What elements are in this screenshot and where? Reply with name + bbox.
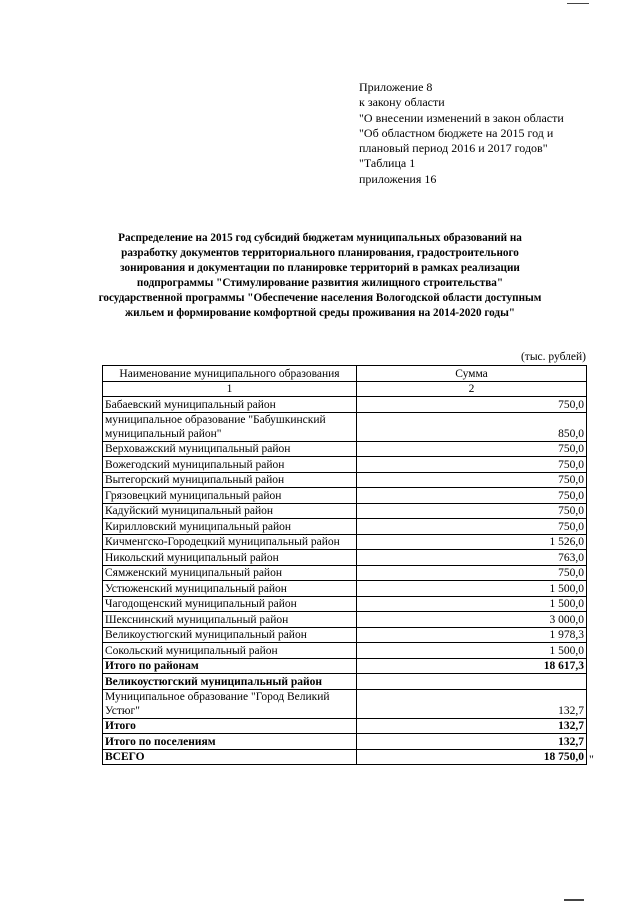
subtotal-row xyxy=(103,718,587,734)
row-name: Вытегорский муниципальный район xyxy=(103,472,357,488)
header-line: "Таблица 1 xyxy=(359,156,416,171)
subtotal-row xyxy=(103,658,587,674)
header-line: Приложение 8 xyxy=(359,80,433,94)
row-name: Итого xyxy=(103,718,357,734)
title-line: жильем и формирование комфортной среды проживания на 2014-2020 годы" xyxy=(124,307,516,319)
table-row xyxy=(103,565,587,581)
title-line: зонирования и документации по планировке территорий в рамках реализации xyxy=(120,262,520,274)
scan-mark-bottom xyxy=(564,899,584,901)
table-row xyxy=(103,441,587,457)
row-name: Грязовецкий муниципальный район xyxy=(103,488,357,504)
title-line: разработку документов территориального планирования, градостроительного xyxy=(121,247,519,259)
document-title xyxy=(60,231,580,321)
table-row xyxy=(103,472,587,488)
closing-quote: " xyxy=(589,752,594,766)
row-amount: 132,7 xyxy=(357,689,587,718)
row-amount: 132,7 xyxy=(357,718,587,734)
header-name: Наименование муниципального образования xyxy=(103,366,357,382)
row-amount: 18 617,3 xyxy=(357,658,587,674)
row-name: Муниципальное образование "Город Великий Устюг" xyxy=(103,689,357,718)
row-name: Устюженский муниципальный район xyxy=(103,581,357,597)
row-name: муниципальное образование "Бабушкинский муниципальный район" xyxy=(103,412,357,441)
table-row xyxy=(103,581,587,597)
table-row xyxy=(103,643,587,659)
column-number-row xyxy=(103,381,587,397)
row-name: Шекснинский муниципальный район xyxy=(103,612,357,628)
row-amount: 850,0 xyxy=(357,412,587,441)
table-row xyxy=(103,519,587,535)
header-amount: Сумма xyxy=(357,366,587,382)
table-row xyxy=(103,412,587,441)
subsidy-table xyxy=(102,365,587,765)
row-name: Чагодощенский муниципальный район xyxy=(103,596,357,612)
table-row xyxy=(103,596,587,612)
row-amount: 750,0 xyxy=(357,488,587,504)
row-amount: 750,0 xyxy=(357,397,587,413)
table-row xyxy=(103,534,587,550)
row-amount: 3 000,0 xyxy=(357,612,587,628)
table-row xyxy=(103,689,587,718)
row-name: Вожегодский муниципальный район xyxy=(103,457,357,473)
row-name: Великоустюгский муниципальный район xyxy=(103,627,357,643)
row-amount: 750,0 xyxy=(357,457,587,473)
appendix-header xyxy=(359,80,619,187)
row-name: Итого по районам xyxy=(103,658,357,674)
table-row xyxy=(103,488,587,504)
row-name: Кичменгско-Городецкий муниципальный район xyxy=(103,534,357,550)
header-line: "Об областном бюджете на 2015 год и xyxy=(359,125,554,140)
row-name: Кирилловский муниципальный район xyxy=(103,519,357,535)
row-amount xyxy=(357,674,587,690)
title-line: государственной программы "Обеспечение населения Вологодской области доступным xyxy=(98,292,542,304)
row-amount: 750,0 xyxy=(357,441,587,457)
title-line: Распределение на 2015 год субсидий бюджетам муниципальных образований на xyxy=(118,232,522,244)
header-line: плановый период 2016 и 2017 годов" xyxy=(359,141,548,156)
row-name: Бабаевский муниципальный район xyxy=(103,397,357,413)
row-amount: 18 750,0 xyxy=(357,749,587,765)
row-amount: 750,0 xyxy=(357,519,587,535)
row-name: Сямженский муниципальный район xyxy=(103,565,357,581)
row-amount: 750,0 xyxy=(357,503,587,519)
units-label: (тыс. рублей) xyxy=(520,351,586,363)
row-amount: 1 500,0 xyxy=(357,581,587,597)
row-amount: 763,0 xyxy=(357,550,587,566)
table-row xyxy=(103,457,587,473)
subtotal-row xyxy=(103,734,587,750)
row-name: Итого по поселениям xyxy=(103,734,357,750)
row-amount: 750,0 xyxy=(357,472,587,488)
title-line: подпрограммы "Стимулирование развития жилищного строительства" xyxy=(136,277,504,289)
row-amount: 1 500,0 xyxy=(357,596,587,612)
table-row xyxy=(103,612,587,628)
row-amount: 1 526,0 xyxy=(357,534,587,550)
header-line: "О внесении изменений в закон области xyxy=(359,110,564,125)
row-amount: 750,0 xyxy=(357,565,587,581)
column-number: 1 xyxy=(103,381,357,397)
row-amount: 1 978,3 xyxy=(357,627,587,643)
scan-mark-top xyxy=(567,3,589,4)
table-row xyxy=(103,503,587,519)
row-name: Сокольский муниципальный район xyxy=(103,643,357,659)
table-header-row xyxy=(103,366,587,382)
row-amount: 132,7 xyxy=(357,734,587,750)
row-name: Никольский муниципальный район xyxy=(103,550,357,566)
header-line: к закону области xyxy=(359,95,445,110)
row-name: ВСЕГО xyxy=(103,749,357,765)
table-row xyxy=(103,627,587,643)
row-name: Великоустюгский муниципальный район xyxy=(103,674,357,690)
header-line: приложения 16 xyxy=(359,171,437,186)
row-amount: 1 500,0 xyxy=(357,643,587,659)
row-name: Верховажский муниципальный район xyxy=(103,441,357,457)
section-row xyxy=(103,674,587,690)
column-number: 2 xyxy=(357,381,587,397)
row-name: Кадуйский муниципальный район xyxy=(103,503,357,519)
table-row xyxy=(103,550,587,566)
grand-total-row xyxy=(103,749,587,765)
table-row xyxy=(103,397,587,413)
